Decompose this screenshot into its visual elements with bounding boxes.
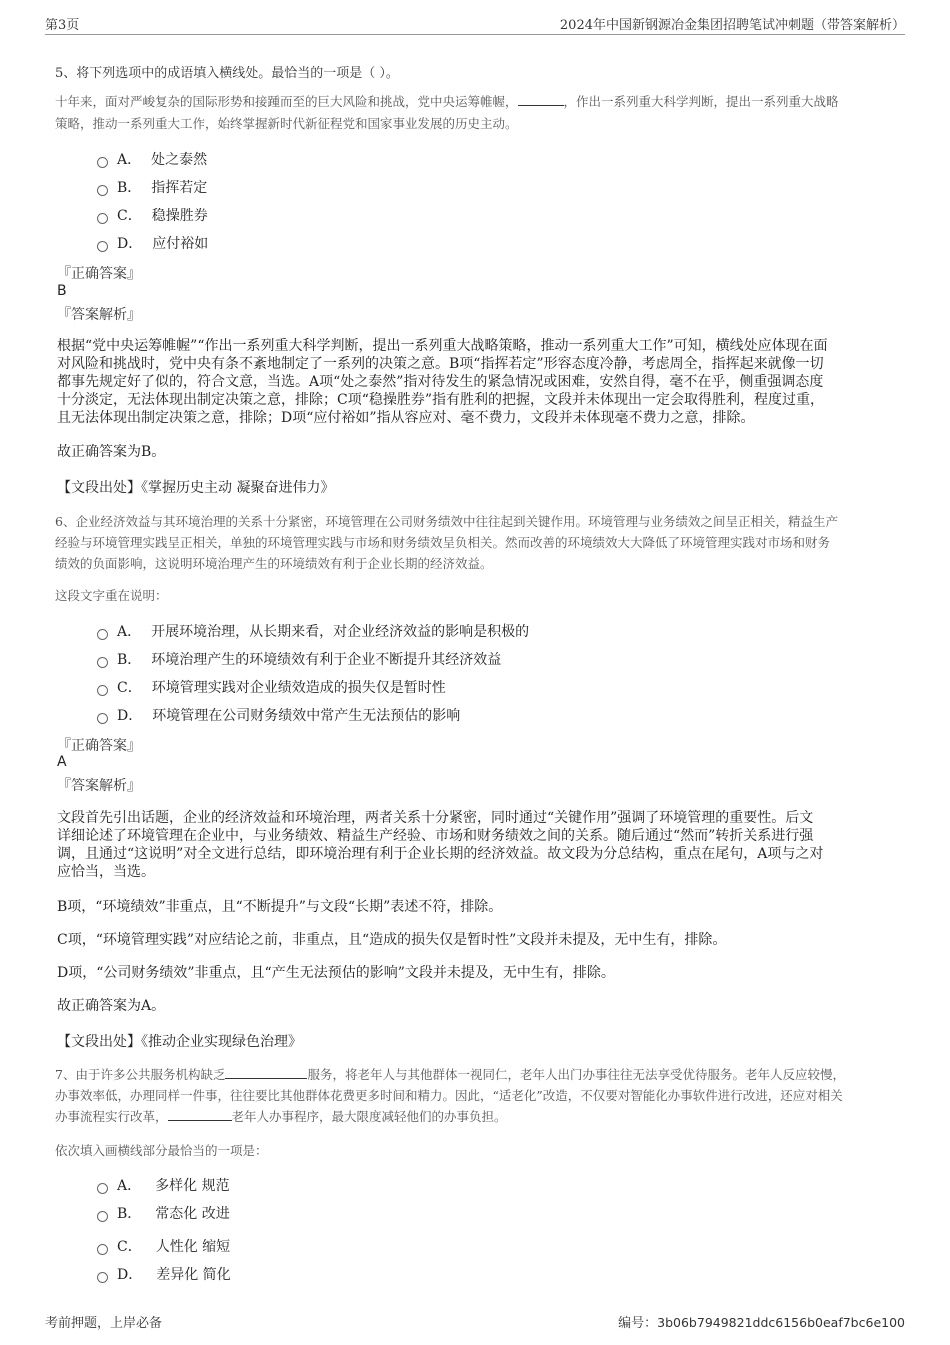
q6-option-b[interactable]: B． 环境治理产生的环境绩效有利于企业不断提升其经济效益 [97, 648, 529, 670]
q7-option-a[interactable]: A． 多样化 规范 [97, 1174, 231, 1196]
q5-source: 【文段出处】《掌握历史主动 凝聚奋进伟力》 [57, 480, 335, 496]
q6-title: 6、企业经济效益与其环境治理的关系十分紧密，环境管理在公司财务绩效中往往起到关键作用。环境管理与业务绩效之间呈正相关，精益生产 经验与环境管理实践呈正相关，单独的环境管理实践与市场和财务绩效呈负相关。然而改善的环境绩效大大降低了环境管理实践对市场和财务 绩效的负面影响，这说明环境治理产生的环境绩效有利于企业长期的经济效益。 [55, 514, 838, 571]
radio-icon[interactable] [97, 1272, 108, 1283]
q5-passage-c: 策略，推动一系列重大工作，始终掌握新时代新征程党和国家事业发展的历史主动。 [55, 116, 518, 131]
q6-answer-label: 『正确答案』 [57, 738, 141, 754]
q6-analysis: 文段首先引出话题，企业的经济效益和环境治理，两者关系十分紧密，同时通过“关键作用”强调了环境管理的重要性。后文 详细论述了环境管理在企业中，与业务绩效、精益生产经验、市场和财务绩效之间的关系。随后通过“然而”转折关系进行强 调，且通过“这说明”对全文进行总结，即环境治理有利于企业长期的经济效益。故文段为分总结构，重点在尾句，A项与之对 应恰当，当选。 [57, 810, 824, 880]
q6-prompt: 这段文字重在说明： [55, 588, 168, 603]
q7-option-c[interactable]: C． 人性化 缩短 [97, 1235, 231, 1257]
footer-slogan: 考前押题，上岸必备 [45, 1316, 163, 1331]
q5-title: 5、将下列选项中的成语填入横线处。最恰当的一项是（ ）。 [55, 66, 399, 81]
q5-conclusion: 故正确答案为B。 [57, 444, 166, 460]
radio-icon[interactable] [97, 1211, 108, 1222]
q5-passage [55, 91, 895, 135]
document-title: 2024年中国新钢源冶金集团招聘笔试冲刺题（带答案解析） [559, 18, 905, 33]
q6-conclusion: 故正确答案为A。 [57, 998, 166, 1014]
q5-passage-b: ，作出一系列重大科学判断，提出一系列重大战略 [563, 94, 839, 109]
radio-icon[interactable] [97, 685, 108, 696]
q7-options [97, 1174, 231, 1285]
q5-option-b[interactable]: B． 指挥若定 [97, 176, 208, 198]
radio-icon[interactable] [97, 1244, 108, 1255]
q6-option-c[interactable]: C． 环境管理实践对企业绩效造成的损失仅是暂时性 [97, 676, 529, 698]
radio-icon[interactable] [97, 213, 108, 224]
radio-icon[interactable] [97, 185, 108, 196]
q5-blank [518, 93, 564, 106]
q5-passage-a: 十年来，面对严峻复杂的国际形势和接踵而至的巨大风险和挑战，党中央运筹帷幄， [55, 94, 518, 109]
page-header [45, 14, 905, 35]
q6-note-d: D项，“公司财务绩效”非重点，且“产生无法预估的影响”文段并未提及，无中生有，排除。 [57, 965, 615, 981]
q6-note-c: C项，“环境管理实践”对应结论之前，非重点，且“造成的损失仅是暂时性”文段并未提及，无中生有，排除。 [57, 932, 727, 948]
q5-answer: B [57, 283, 67, 299]
q6-options [97, 620, 529, 726]
q6-answer: A [57, 754, 67, 770]
q5-option-c[interactable]: C． 稳操胜券 [97, 204, 208, 226]
radio-icon[interactable] [97, 657, 108, 668]
q6-note-b: B项，“环境绩效”非重点，且“不断提升”与文段“长期”表述不符，排除。 [57, 899, 503, 915]
q7-passage: 7、由于许多公共服务机构缺乏 服务，将老年人与其他群体一视同仁，老年人出门办事往往无法享受优待服务。老年人反应较慢， 办事效率低，办理同样一件事，往往要比其他群体花费更多时间和精力。因此，“适老化”改造，不仅要对智能化办事软件进行改进，还应对相关 办事流程实行改革， 老年人办事程序，最大限度减轻他们的办事负担。 [55, 1067, 845, 1124]
q7-prompt: 依次填入画横线部分最恰当的一项是： [55, 1143, 268, 1158]
q7-option-b[interactable]: B． 常态化 改进 [97, 1202, 231, 1224]
radio-icon[interactable] [97, 1183, 108, 1194]
q7-blank-1 [225, 1066, 307, 1079]
q5-options [97, 148, 208, 254]
q5-analysis-label: 『答案解析』 [57, 307, 141, 323]
q6-option-a[interactable]: A． 开展环境治理，从长期来看，对企业经济效益的影响是积极的 [97, 620, 529, 642]
q5-analysis: 根据“党中央运筹帷幄”“作出一系列重大科学判断，提出一系列重大战略策略，推动一系列重大工作”可知，横线处应体现在面 对风险和挑战时，党中央有条不紊地制定了一系列的决策之意。B项“指挥若定”形容态度冷静，考虑周全，指挥起来就像一切 都事先规定好了似的，符合文意，当选。A项“处之泰然”指对待发生的紧急情况或困难，安然自得，毫不在乎，侧重强调态度 十分淡定，无法体现出制定决策之意，排除；C项“稳操胜券”指有胜利的把握，文段并未体现出一定会取得胜利，程度过重， 且无法体现出制定决策之意，排除；D项“应付裕如”指从容应对、毫不费力，文段并未体现毫不费力之意，排除。 [57, 338, 828, 426]
q5-option-a[interactable]: A． 处之泰然 [97, 148, 208, 170]
radio-icon[interactable] [97, 629, 108, 640]
q5-answer-label: 『正确答案』 [57, 266, 141, 282]
radio-icon[interactable] [97, 241, 108, 252]
q5-option-d[interactable]: D． 应付裕如 [97, 232, 208, 254]
page-number: 第3页 [45, 18, 80, 33]
q6-source: 【文段出处】《推动企业实现绿色治理》 [57, 1034, 302, 1050]
radio-icon[interactable] [97, 713, 108, 724]
radio-icon[interactable] [97, 157, 108, 168]
document-code: 编号：3b06b7949821ddc6156b0eaf7bc6e100 [618, 1315, 905, 1331]
q7-blank-2 [168, 1108, 232, 1121]
q7-option-d[interactable]: D． 差异化 简化 [97, 1263, 231, 1285]
q6-option-d[interactable]: D． 环境管理在公司财务绩效中常产生无法预估的影响 [97, 704, 529, 726]
q6-analysis-label: 『答案解析』 [57, 778, 141, 794]
